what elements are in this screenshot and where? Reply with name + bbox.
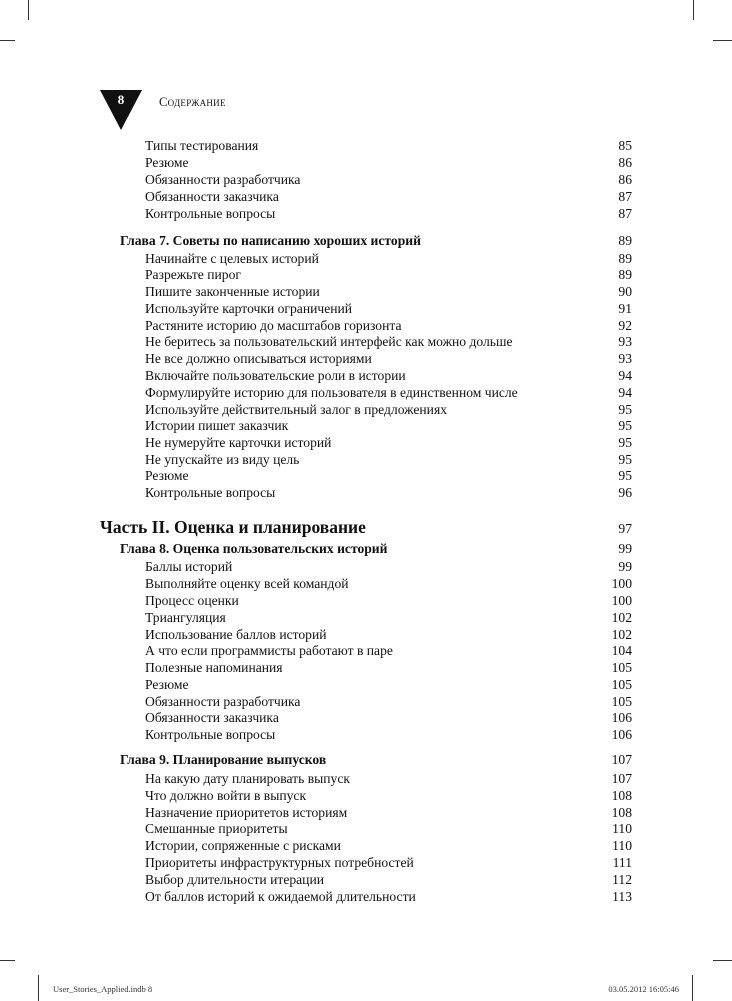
toc-entry-page: 85: [618, 138, 632, 153]
toc-entry-page: 108: [611, 805, 632, 820]
toc-entry-page: 100: [611, 576, 632, 591]
toc-item: [145, 155, 632, 171]
toc-item: [145, 660, 632, 676]
crop-mark: [713, 960, 732, 961]
toc-entry-page: 110: [612, 821, 632, 836]
toc-entry-title: Обязанности заказчика: [145, 189, 279, 204]
toc-entry-title: Истории пишет заказчик: [145, 418, 289, 433]
toc-entry-title: Выполняйте оценку всей командой: [145, 576, 349, 591]
toc-item: [145, 385, 632, 401]
toc-entry-page: 86: [618, 155, 632, 170]
footer-file: User_Stories_Applied.indb 8: [53, 984, 153, 994]
toc-item: [145, 452, 632, 468]
toc-entry-title: Полезные напоминания: [145, 660, 283, 675]
toc-entry-title: Формулируйте историю для пользователя в единственном числе: [145, 385, 518, 400]
toc-item: [145, 593, 632, 609]
toc-entry-page: 92: [618, 318, 632, 333]
toc-item: [145, 889, 632, 905]
toc-entry-title: Разрежьте пирог: [145, 267, 241, 282]
toc-entry-title: Используйте действительный залог в предложениях: [145, 402, 448, 417]
toc-entry-title: Не все должно описываться историями: [145, 351, 372, 366]
toc-entry-page: 91: [618, 301, 632, 316]
toc-entry-page: 95: [618, 402, 632, 417]
toc-entry-title: А что если программисты работают в паре: [145, 643, 393, 658]
toc-entry-title: Начинайте с целевых историй: [145, 251, 319, 266]
crop-mark: [693, 0, 694, 20]
toc-item: [145, 468, 632, 484]
toc-entry-title: Назначение приоритетов историям: [145, 805, 348, 820]
toc-chapter: [120, 752, 632, 768]
toc-entry-page: 95: [618, 435, 632, 450]
toc-entry-title: Приоритеты инфраструктурных потребностей: [145, 855, 414, 870]
crop-mark: [38, 975, 39, 1001]
toc-entry-page: 105: [611, 660, 632, 675]
toc-entry-page: 111: [612, 855, 632, 870]
toc-entry-page: 95: [618, 418, 632, 433]
toc-entry-title: Типы тестирования: [145, 138, 259, 153]
toc-entry-page: 93: [618, 334, 632, 349]
toc-item: [145, 138, 632, 154]
toc-entry-title: Не упускайте из виду цель: [145, 452, 300, 467]
toc-entry-title: От баллов историй к ожидаемой длительности: [145, 889, 416, 904]
toc-entry-title: Включайте пользовательские роли в истории: [145, 368, 406, 383]
toc-entry-title: Резюме: [145, 468, 189, 483]
toc-entry-title: Растяните историю до масштабов горизонта: [145, 318, 402, 333]
page-number: 8: [117, 92, 125, 107]
toc-entry-title: Истории, сопряженные с рисками: [145, 838, 341, 853]
toc-entry-page: 90: [618, 284, 632, 299]
toc-entry-title: Используйте карточки ограничений: [145, 301, 353, 316]
toc-entry-page: 94: [618, 368, 632, 383]
toc-item: [145, 855, 632, 871]
toc-item: [145, 627, 632, 643]
toc-item: [145, 172, 632, 188]
toc-entry-page: 89: [618, 251, 632, 266]
toc-entry-page: 106: [611, 727, 632, 742]
toc-item: [145, 872, 632, 888]
toc-entry-title: Глава 9. Планирование выпусков: [120, 752, 327, 767]
toc-entry-page: 105: [611, 677, 632, 692]
toc-item: [145, 206, 632, 222]
toc-entry-title: На какую дату планировать выпуск: [145, 771, 350, 786]
toc-item: [145, 559, 632, 575]
toc-entry-page: 102: [611, 610, 632, 625]
toc-entry-title: Глава 7. Советы по написанию хороших историй: [120, 233, 421, 248]
toc-entry-title: Часть II. Оценка и планирование: [100, 517, 366, 537]
crop-mark: [0, 960, 15, 961]
toc-entry-title: Баллы историй: [145, 559, 233, 574]
crop-mark: [692, 975, 693, 1001]
toc-entry-title: Не беритесь за пользовательский интерфейс как можно дольше: [145, 334, 513, 349]
toc-item: [145, 267, 632, 283]
toc-entry-page: 100: [611, 593, 632, 608]
toc-entry-page: 108: [611, 788, 632, 803]
toc-entry-page: 102: [611, 627, 632, 642]
toc-item: [145, 805, 632, 821]
toc-entry-page: 87: [618, 189, 632, 204]
toc-entry-title: Смешанные приоритеты: [145, 821, 288, 836]
toc-entry-page: 93: [618, 351, 632, 366]
toc-entry-title: Использование баллов историй: [145, 627, 327, 642]
toc-entry-page: 89: [618, 267, 632, 282]
toc-entry-title: Контрольные вопросы: [145, 485, 276, 500]
toc-entry-title: Обязанности разработчика: [145, 694, 301, 709]
toc-chapter: [120, 541, 632, 557]
toc-item: [145, 351, 632, 367]
toc-entry-page: 113: [612, 889, 632, 904]
toc-item: [145, 771, 632, 787]
toc-item: [145, 368, 632, 384]
toc-item: [145, 301, 632, 317]
toc-item: [145, 610, 632, 626]
toc-entry-page: 106: [611, 710, 632, 725]
toc-item: [145, 643, 632, 659]
toc-entry-title: Обязанности разработчика: [145, 172, 301, 187]
toc-item: [145, 251, 632, 267]
toc-item: [145, 710, 632, 726]
toc-item: [145, 402, 632, 418]
toc-entry-page: 87: [618, 206, 632, 221]
toc-item: [145, 284, 632, 300]
toc-entry-title: Резюме: [145, 677, 189, 692]
toc-entry-title: Что должно войти в выпуск: [145, 788, 307, 803]
toc-item: [145, 334, 632, 350]
footer-timestamp: 03.05.2012 16:05:46: [608, 984, 679, 994]
toc-item: [145, 576, 632, 592]
toc-entry-page: 95: [618, 468, 632, 483]
toc-entry-page: 110: [612, 838, 632, 853]
toc-entry-page: 96: [618, 485, 632, 500]
toc-item: [145, 435, 632, 451]
toc-item: [145, 821, 632, 837]
toc-entry-title: Пишите законченные истории: [145, 284, 320, 299]
toc-entry-title: Глава 8. Оценка пользовательских историй: [120, 541, 388, 556]
toc-item: [145, 694, 632, 710]
toc-entry-page: 89: [618, 233, 632, 248]
toc-entry-page: 99: [618, 559, 632, 574]
toc-chapter: [120, 233, 632, 249]
toc-item: [145, 727, 632, 743]
toc-entry-title: Резюме: [145, 155, 189, 170]
toc-entry-title: Контрольные вопросы: [145, 727, 276, 742]
toc-item: [145, 485, 632, 501]
running-title: Содержание: [159, 95, 226, 109]
toc-entry-page: 107: [611, 771, 632, 786]
toc-item: [145, 677, 632, 693]
toc-entry-title: Процесс оценки: [145, 593, 239, 608]
toc-entry-title: Выбор длительности итерации: [145, 872, 325, 887]
toc-part: [100, 517, 632, 539]
toc-item: [145, 418, 632, 434]
toc-item: [145, 189, 632, 205]
crop-mark: [28, 0, 29, 20]
toc-entry-title: Контрольные вопросы: [145, 206, 276, 221]
toc-entry-title: Обязанности заказчика: [145, 710, 279, 725]
toc-entry-page: 86: [618, 172, 632, 187]
toc-entry-page: 94: [618, 385, 632, 400]
crop-mark: [713, 40, 732, 41]
toc-entry-title: Триангуляция: [145, 610, 226, 625]
toc-entry-page: 99: [618, 541, 632, 556]
toc-entry-page: 105: [611, 694, 632, 709]
toc-item: [145, 788, 632, 804]
toc-entry-page: 95: [618, 452, 632, 467]
toc-entry-title: Не нумеруйте карточки историй: [145, 435, 332, 450]
toc-entry-page: 97: [618, 521, 632, 536]
crop-mark: [0, 40, 15, 41]
toc-entry-page: 112: [612, 872, 632, 887]
toc-entry-page: 104: [611, 643, 632, 658]
toc-entry-page: 107: [611, 752, 632, 767]
toc-item: [145, 838, 632, 854]
toc-item: [145, 318, 632, 334]
